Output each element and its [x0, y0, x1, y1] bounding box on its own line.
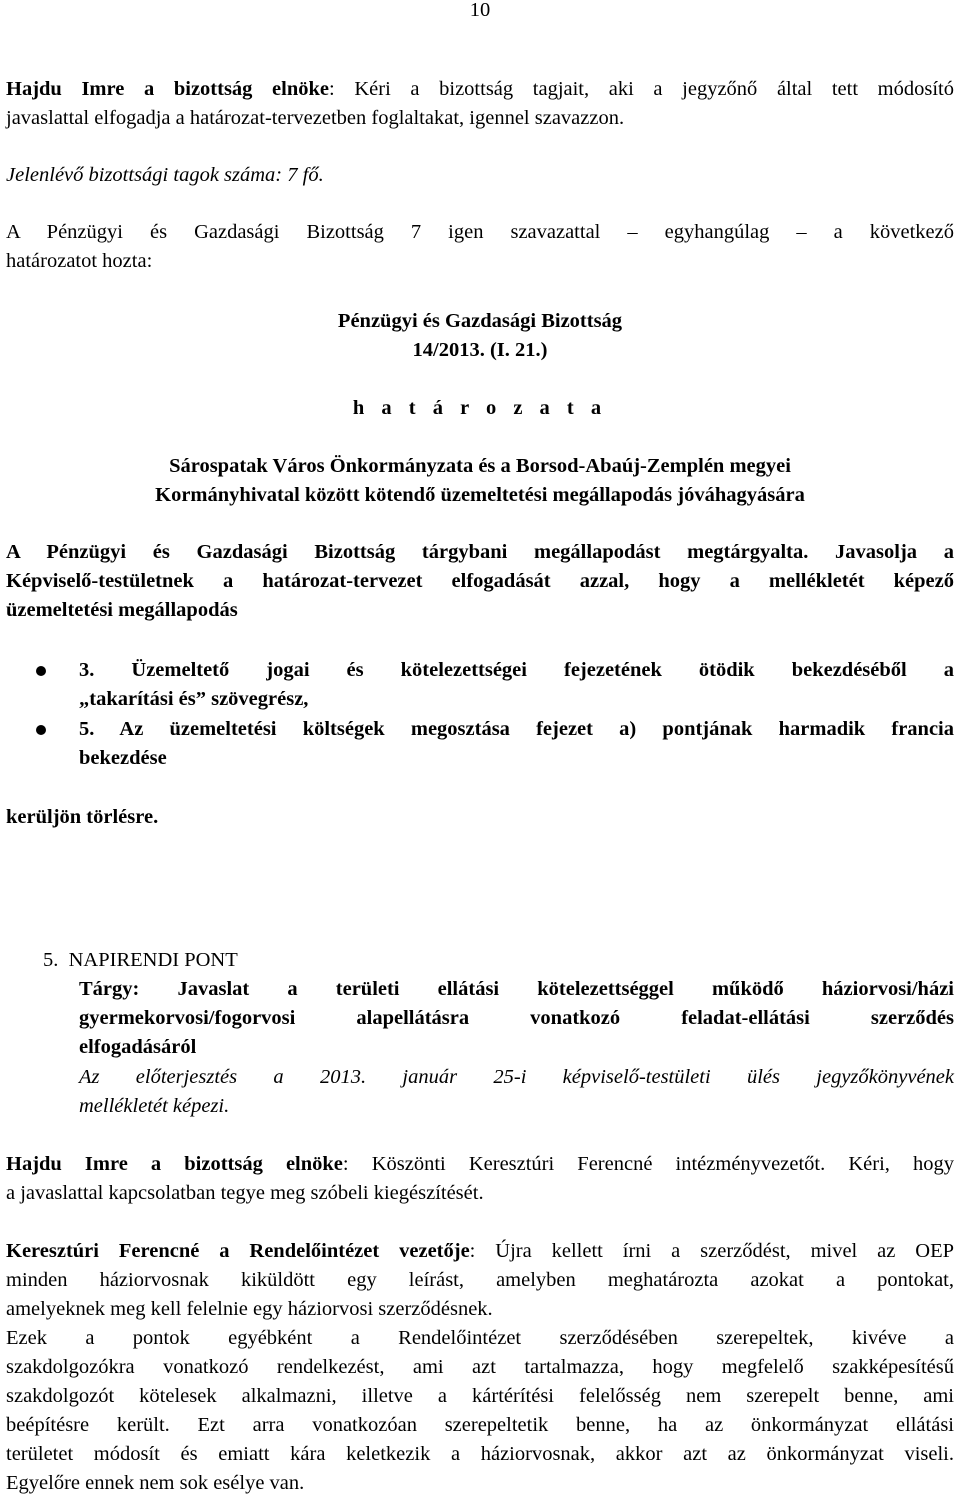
director-statement-line3: amelyeknek meg kell felelnie egy háziorvosi szerződésnek.: [6, 1298, 493, 1320]
present-members: Jelenlévő bizottsági tagok száma: 7 fő.: [6, 164, 324, 186]
statement-text: : Újra kellett írni a szerződést, mivel az OEP: [469, 1240, 955, 1262]
vote-line2: határozatot hozta:: [6, 250, 153, 272]
agenda-title: NAPIRENDI PONT: [68, 949, 238, 971]
chair-greeting-line1: [6, 1150, 954, 1179]
list-item-2-line1: 5. Az üzemeltetési költségek megosztása fejezet a) pontjának harmadik francia: [79, 718, 954, 740]
director-statement-line2: minden háziorvosnak kiküldött egy leírást, amelyben meghatározta azokat a pontokat,: [6, 1269, 954, 1291]
resolution-subject-line1: Sárospatak Város Önkormányzata és a Borsod-Abaúj-Zemplén megyei: [169, 455, 791, 477]
agenda-subject-line2: gyermekorvosi/fogorvosi alapellátásra vonatkozó feladat-ellátási szerződés: [79, 1007, 954, 1029]
agenda-subject-line1: [79, 975, 954, 1004]
director-statement-line5: szakdolgozókra vonatkozó rendelkezést, ami azt tartalmazza, hogy megfelelő szakképesítésű: [6, 1356, 954, 1378]
resolution-body: Pénzügyi és Gazdasági Bizottság: [337, 310, 623, 332]
list-item-1-line2: „takarítási és” szövegrész,: [79, 688, 309, 710]
agenda-note-line1: Az előterjesztés a 2013. január 25-i képviselő-testületi ülés jegyzőkönyvének: [79, 1066, 954, 1088]
resolution-subject-line2: Kormányhivatal között kötendő üzemeltetési megállapodás jóváhagyására: [155, 484, 805, 506]
director-statement-line8: területet módosít és emiatt kára keletkezik a háziorvosnak, akkor azt az önkormányzat viseli.: [6, 1443, 954, 1465]
chair-statement-line1: [6, 75, 954, 104]
bullet-icon: [36, 666, 46, 676]
statement-text: : Köszönti Keresztúri Ferencné intézményvezetőt. Kéri, hogy: [342, 1153, 954, 1175]
resolution-closing: kerüljön törlésre.: [6, 806, 159, 828]
director-statement-line4: Ezek a pontok egyébként a Rendelőintézet szerződésében szerepeltek, kivéve a: [6, 1327, 954, 1349]
resolution-text-line3: üzemeltetési megállapodás: [6, 599, 238, 621]
speaker-name: Hajdu Imre a bizottság elnöke: [6, 78, 330, 100]
agenda-heading: [43, 946, 954, 975]
agenda-note-line2: mellékletét képezi.: [79, 1095, 230, 1117]
bullet-icon: [36, 725, 46, 735]
subject-label: Tárgy:: [79, 978, 140, 1000]
chair-statement-line2: javaslattal elfogadja a határozat-tervezetben foglaltakat, igennel szavazzon.: [6, 107, 625, 129]
speaker-name: Hajdu Imre a bizottság elnöke: [6, 1153, 343, 1175]
director-statement-line1: [6, 1237, 954, 1266]
page-number: 10: [469, 0, 491, 21]
speaker-name: Keresztúri Ferencné a Rendelőintézet vezetője: [6, 1240, 470, 1262]
director-statement-line6: szakdolgozót kötelesek alkalmazni, illetve a kártérítési felelősség nem szerepelt benne, ami: [6, 1385, 954, 1407]
list-item-2-line2: bekezdése: [79, 747, 167, 769]
agenda-subject-line3: elfogadásáról: [79, 1036, 197, 1058]
agenda-number: 5.: [43, 949, 59, 971]
director-statement-line9: Egyelőre ennek nem sok esélye van.: [6, 1472, 305, 1494]
resolution-text-line1: A Pénzügyi és Gazdasági Bizottság tárgybani megállapodást megtárgyalta. Javasolja a: [6, 541, 954, 563]
resolution-label: h a t á r o z a t a: [352, 397, 608, 419]
resolution-number: 14/2013. (I. 21.): [412, 339, 548, 361]
subject-text: Javaslat a területi ellátási kötelezettséggel működő háziorvosi/házi: [177, 978, 955, 1000]
list-item-1-line1: 3. Üzemeltető jogai és kötelezettségei fejezetének ötödik bekezdéséből a: [79, 659, 954, 681]
statement-text: : Kéri a bizottság tagjait, aki a jegyzőnő által tett módosító: [329, 78, 954, 100]
director-statement-line7: beépítésre került. Ezt arra vonatkozóan szerepeltetik benne, ha az önkormányzat ellátási: [6, 1414, 954, 1436]
vote-line1: A Pénzügyi és Gazdasági Bizottság 7 igen szavazattal – egyhangúlag – a következő: [6, 221, 954, 243]
resolution-text-line2: Képviselő-testületnek a határozat-tervezet elfogadását azzal, hogy a mellékletét képező: [6, 570, 954, 592]
chair-greeting-line2: a javaslattal kapcsolatban tegye meg szóbeli kiegészítését.: [6, 1182, 484, 1204]
